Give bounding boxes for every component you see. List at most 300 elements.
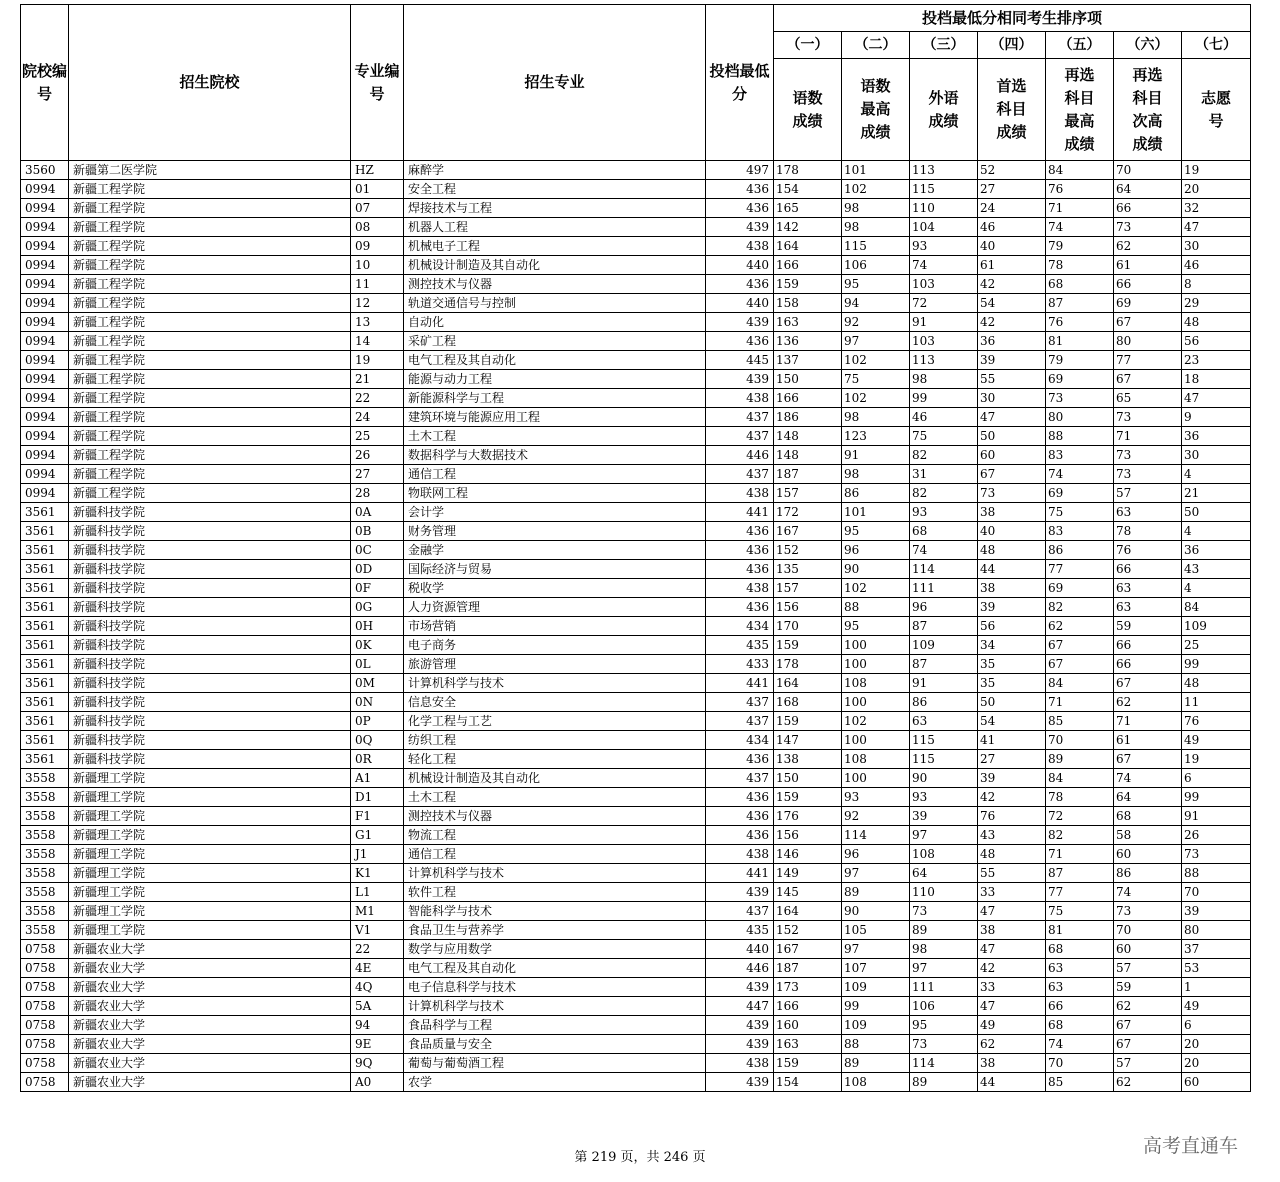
tiebreak-5-cell: 67: [1046, 655, 1114, 674]
tiebreak-6-cell: 57: [1114, 959, 1182, 978]
tiebreak-7-cell: 47: [1182, 389, 1251, 408]
tiebreak-2-cell: 109: [842, 1016, 910, 1035]
tiebreak-5-cell: 85: [1046, 1073, 1114, 1092]
major-name-cell: 化学工程与工艺: [404, 712, 706, 731]
tiebreak-5-cell: 78: [1046, 788, 1114, 807]
tiebreak-4-cell: 24: [978, 199, 1046, 218]
tiebreak-1-cell: 166: [774, 389, 842, 408]
tiebreak-3-cell: 63: [910, 712, 978, 731]
tiebreak-4-cell: 49: [978, 1016, 1046, 1035]
tiebreak-7-cell: 46: [1182, 256, 1251, 275]
watermark: 高考直通车: [1143, 1135, 1239, 1157]
table-row: [21, 902, 1251, 921]
tiebreak-6-cell: 73: [1114, 408, 1182, 427]
min-score-cell: 445: [706, 351, 774, 370]
tiebreak-1-cell: 148: [774, 446, 842, 465]
tiebreak-2-cell: 102: [842, 579, 910, 598]
tiebreak-7-cell: 73: [1182, 845, 1251, 864]
tiebreak-4-cell: 39: [978, 351, 1046, 370]
tiebreak-1-cell: 145: [774, 883, 842, 902]
tiebreak-7-cell: 20: [1182, 1035, 1251, 1054]
tiebreak-2-cell: 92: [842, 807, 910, 826]
school-code-cell: 0994: [21, 275, 69, 294]
major-code-cell: 0D: [351, 560, 404, 579]
tiebreak-1-cell: 167: [774, 940, 842, 959]
tiebreak-6-cell: 74: [1114, 883, 1182, 902]
tiebreak-2-cell: 90: [842, 560, 910, 579]
tiebreak-7-cell: 20: [1182, 180, 1251, 199]
major-code-cell: 25: [351, 427, 404, 446]
tiebreak-7-cell: 88: [1182, 864, 1251, 883]
min-score-cell: 436: [706, 598, 774, 617]
min-score-cell: 436: [706, 560, 774, 579]
table-row: [21, 161, 1251, 180]
tiebreak-4-cell: 38: [978, 1054, 1046, 1073]
tiebreak-1-cell: 166: [774, 997, 842, 1016]
min-score-cell: 435: [706, 921, 774, 940]
tiebreak-2-cell: 95: [842, 275, 910, 294]
tiebreak-5-cell: 74: [1046, 465, 1114, 484]
major-name-cell: 焊接技术与工程: [404, 199, 706, 218]
tiebreak-2-cell: 89: [842, 883, 910, 902]
tiebreak-5-cell: 69: [1046, 579, 1114, 598]
table-row: [21, 1035, 1251, 1054]
header-tiebreak-group: 投档最低分相同考生排序项: [774, 5, 1251, 32]
tiebreak-6-cell: 86: [1114, 864, 1182, 883]
school-name-cell: 新疆科技学院: [69, 579, 351, 598]
header-sub-label: 语数最高成绩: [842, 59, 910, 161]
table-row: [21, 617, 1251, 636]
school-code-cell: 3561: [21, 503, 69, 522]
tiebreak-4-cell: 47: [978, 997, 1046, 1016]
tiebreak-3-cell: 110: [910, 199, 978, 218]
table-row: [21, 674, 1251, 693]
header-sub-num: （五）: [1046, 32, 1114, 59]
table-row: [21, 636, 1251, 655]
school-code-cell: 3561: [21, 617, 69, 636]
tiebreak-1-cell: 135: [774, 560, 842, 579]
school-name-cell: 新疆工程学院: [69, 446, 351, 465]
tiebreak-1-cell: 160: [774, 1016, 842, 1035]
tiebreak-7-cell: 36: [1182, 541, 1251, 560]
tiebreak-7-cell: 49: [1182, 997, 1251, 1016]
tiebreak-6-cell: 59: [1114, 617, 1182, 636]
tiebreak-2-cell: 108: [842, 674, 910, 693]
tiebreak-6-cell: 59: [1114, 978, 1182, 997]
tiebreak-7-cell: 30: [1182, 446, 1251, 465]
tiebreak-3-cell: 31: [910, 465, 978, 484]
school-name-cell: 新疆工程学院: [69, 408, 351, 427]
school-name-cell: 新疆农业大学: [69, 959, 351, 978]
major-name-cell: 农学: [404, 1073, 706, 1092]
school-name-cell: 新疆工程学院: [69, 218, 351, 237]
tiebreak-5-cell: 78: [1046, 256, 1114, 275]
tiebreak-3-cell: 89: [910, 1073, 978, 1092]
tiebreak-1-cell: 157: [774, 579, 842, 598]
major-name-cell: 人力资源管理: [404, 598, 706, 617]
tiebreak-6-cell: 65: [1114, 389, 1182, 408]
school-code-cell: 0758: [21, 940, 69, 959]
school-name-cell: 新疆工程学院: [69, 275, 351, 294]
school-code-cell: 0994: [21, 484, 69, 503]
major-name-cell: 国际经济与贸易: [404, 560, 706, 579]
tiebreak-1-cell: 163: [774, 313, 842, 332]
tiebreak-6-cell: 62: [1114, 997, 1182, 1016]
table-row: [21, 579, 1251, 598]
table-row: [21, 731, 1251, 750]
header-school-name: 招生院校: [69, 5, 351, 161]
table-row: [21, 1073, 1251, 1092]
tiebreak-1-cell: 178: [774, 161, 842, 180]
tiebreak-5-cell: 86: [1046, 541, 1114, 560]
tiebreak-5-cell: 80: [1046, 408, 1114, 427]
table-row: [21, 408, 1251, 427]
tiebreak-2-cell: 109: [842, 978, 910, 997]
min-score-cell: 447: [706, 997, 774, 1016]
table-row: [21, 503, 1251, 522]
major-code-cell: M1: [351, 902, 404, 921]
major-name-cell: 智能科学与技术: [404, 902, 706, 921]
major-name-cell: 食品质量与安全: [404, 1035, 706, 1054]
tiebreak-6-cell: 67: [1114, 750, 1182, 769]
tiebreak-5-cell: 66: [1046, 997, 1114, 1016]
tiebreak-2-cell: 105: [842, 921, 910, 940]
tiebreak-1-cell: 168: [774, 693, 842, 712]
school-name-cell: 新疆理工学院: [69, 921, 351, 940]
tiebreak-6-cell: 71: [1114, 427, 1182, 446]
school-name-cell: 新疆理工学院: [69, 788, 351, 807]
school-name-cell: 新疆科技学院: [69, 693, 351, 712]
tiebreak-4-cell: 40: [978, 237, 1046, 256]
tiebreak-4-cell: 38: [978, 503, 1046, 522]
tiebreak-2-cell: 123: [842, 427, 910, 446]
table-row: [21, 598, 1251, 617]
tiebreak-4-cell: 41: [978, 731, 1046, 750]
tiebreak-7-cell: 99: [1182, 655, 1251, 674]
school-code-cell: 3561: [21, 655, 69, 674]
tiebreak-1-cell: 176: [774, 807, 842, 826]
header-sub-label: 首选科目成绩: [978, 59, 1046, 161]
major-code-cell: 9E: [351, 1035, 404, 1054]
tiebreak-6-cell: 62: [1114, 1073, 1182, 1092]
tiebreak-7-cell: 70: [1182, 883, 1251, 902]
school-code-cell: 0994: [21, 408, 69, 427]
tiebreak-6-cell: 73: [1114, 902, 1182, 921]
tiebreak-2-cell: 96: [842, 845, 910, 864]
major-name-cell: 软件工程: [404, 883, 706, 902]
tiebreak-1-cell: 159: [774, 275, 842, 294]
table-row: [21, 351, 1251, 370]
tiebreak-2-cell: 115: [842, 237, 910, 256]
tiebreak-6-cell: 67: [1114, 674, 1182, 693]
tiebreak-3-cell: 95: [910, 1016, 978, 1035]
major-code-cell: 07: [351, 199, 404, 218]
min-score-cell: 439: [706, 218, 774, 237]
major-name-cell: 计算机科学与技术: [404, 997, 706, 1016]
school-name-cell: 新疆农业大学: [69, 1035, 351, 1054]
tiebreak-3-cell: 39: [910, 807, 978, 826]
major-code-cell: 4E: [351, 959, 404, 978]
major-name-cell: 自动化: [404, 313, 706, 332]
tiebreak-5-cell: 84: [1046, 674, 1114, 693]
tiebreak-5-cell: 67: [1046, 636, 1114, 655]
tiebreak-2-cell: 86: [842, 484, 910, 503]
school-name-cell: 新疆工程学院: [69, 484, 351, 503]
school-name-cell: 新疆工程学院: [69, 294, 351, 313]
min-score-cell: 436: [706, 826, 774, 845]
tiebreak-2-cell: 114: [842, 826, 910, 845]
tiebreak-1-cell: 166: [774, 256, 842, 275]
min-score-cell: 436: [706, 180, 774, 199]
tiebreak-5-cell: 70: [1046, 1054, 1114, 1073]
tiebreak-6-cell: 73: [1114, 465, 1182, 484]
school-code-cell: 0994: [21, 199, 69, 218]
tiebreak-4-cell: 47: [978, 940, 1046, 959]
header-school-code: 院校编号: [21, 5, 69, 161]
school-name-cell: 新疆工程学院: [69, 389, 351, 408]
table-row: [21, 1016, 1251, 1035]
major-code-cell: F1: [351, 807, 404, 826]
tiebreak-2-cell: 93: [842, 788, 910, 807]
tiebreak-2-cell: 101: [842, 503, 910, 522]
table-row: [21, 446, 1251, 465]
tiebreak-7-cell: 48: [1182, 313, 1251, 332]
tiebreak-2-cell: 102: [842, 180, 910, 199]
min-score-cell: 440: [706, 940, 774, 959]
major-code-cell: 0B: [351, 522, 404, 541]
tiebreak-6-cell: 61: [1114, 256, 1182, 275]
school-name-cell: 新疆理工学院: [69, 826, 351, 845]
tiebreak-4-cell: 42: [978, 313, 1046, 332]
major-name-cell: 机械设计制造及其自动化: [404, 256, 706, 275]
tiebreak-6-cell: 67: [1114, 1035, 1182, 1054]
table-row: [21, 655, 1251, 674]
major-name-cell: 测控技术与仪器: [404, 275, 706, 294]
min-score-cell: 441: [706, 674, 774, 693]
tiebreak-3-cell: 89: [910, 921, 978, 940]
tiebreak-3-cell: 87: [910, 617, 978, 636]
tiebreak-1-cell: 186: [774, 408, 842, 427]
tiebreak-7-cell: 76: [1182, 712, 1251, 731]
tiebreak-4-cell: 52: [978, 161, 1046, 180]
tiebreak-7-cell: 20: [1182, 1054, 1251, 1073]
table-row: [21, 541, 1251, 560]
table-row: [21, 712, 1251, 731]
tiebreak-7-cell: 4: [1182, 522, 1251, 541]
tiebreak-7-cell: 26: [1182, 826, 1251, 845]
tiebreak-2-cell: 100: [842, 655, 910, 674]
tiebreak-2-cell: 106: [842, 256, 910, 275]
major-code-cell: 0P: [351, 712, 404, 731]
tiebreak-6-cell: 78: [1114, 522, 1182, 541]
tiebreak-1-cell: 142: [774, 218, 842, 237]
tiebreak-3-cell: 115: [910, 731, 978, 750]
tiebreak-3-cell: 74: [910, 541, 978, 560]
school-name-cell: 新疆工程学院: [69, 256, 351, 275]
table-row: [21, 389, 1251, 408]
tiebreak-5-cell: 69: [1046, 484, 1114, 503]
tiebreak-1-cell: 159: [774, 712, 842, 731]
school-code-cell: 3558: [21, 788, 69, 807]
major-code-cell: 0Q: [351, 731, 404, 750]
major-name-cell: 轨道交通信号与控制: [404, 294, 706, 313]
tiebreak-1-cell: 173: [774, 978, 842, 997]
tiebreak-3-cell: 75: [910, 427, 978, 446]
tiebreak-6-cell: 60: [1114, 940, 1182, 959]
major-name-cell: 信息安全: [404, 693, 706, 712]
tiebreak-4-cell: 34: [978, 636, 1046, 655]
tiebreak-4-cell: 47: [978, 408, 1046, 427]
table-row: [21, 256, 1251, 275]
tiebreak-1-cell: 154: [774, 1073, 842, 1092]
school-name-cell: 新疆科技学院: [69, 541, 351, 560]
school-name-cell: 新疆农业大学: [69, 1016, 351, 1035]
major-name-cell: 测控技术与仪器: [404, 807, 706, 826]
min-score-cell: 436: [706, 199, 774, 218]
table-row: [21, 180, 1251, 199]
school-code-cell: 0994: [21, 313, 69, 332]
school-code-cell: 0994: [21, 389, 69, 408]
tiebreak-4-cell: 44: [978, 560, 1046, 579]
school-name-cell: 新疆工程学院: [69, 427, 351, 446]
min-score-cell: 438: [706, 579, 774, 598]
major-code-cell: 27: [351, 465, 404, 484]
major-name-cell: 建筑环境与能源应用工程: [404, 408, 706, 427]
table-row: [21, 522, 1251, 541]
header-major-name: 招生专业: [404, 5, 706, 161]
school-code-cell: 3558: [21, 902, 69, 921]
tiebreak-1-cell: 156: [774, 598, 842, 617]
tiebreak-3-cell: 82: [910, 484, 978, 503]
min-score-cell: 434: [706, 731, 774, 750]
school-code-cell: 3558: [21, 845, 69, 864]
min-score-cell: 438: [706, 237, 774, 256]
tiebreak-3-cell: 96: [910, 598, 978, 617]
school-name-cell: 新疆科技学院: [69, 674, 351, 693]
tiebreak-1-cell: 172: [774, 503, 842, 522]
tiebreak-1-cell: 150: [774, 769, 842, 788]
tiebreak-1-cell: 147: [774, 731, 842, 750]
tiebreak-4-cell: 50: [978, 427, 1046, 446]
min-score-cell: 438: [706, 1054, 774, 1073]
tiebreak-2-cell: 88: [842, 1035, 910, 1054]
tiebreak-1-cell: 178: [774, 655, 842, 674]
school-code-cell: 3561: [21, 541, 69, 560]
tiebreak-6-cell: 66: [1114, 275, 1182, 294]
tiebreak-3-cell: 64: [910, 864, 978, 883]
min-score-cell: 438: [706, 484, 774, 503]
tiebreak-3-cell: 82: [910, 446, 978, 465]
tiebreak-1-cell: 148: [774, 427, 842, 446]
table-row: [21, 959, 1251, 978]
major-name-cell: 机器人工程: [404, 218, 706, 237]
school-name-cell: 新疆第二医学院: [69, 161, 351, 180]
min-score-cell: 437: [706, 408, 774, 427]
tiebreak-7-cell: 91: [1182, 807, 1251, 826]
major-name-cell: 会计学: [404, 503, 706, 522]
tiebreak-5-cell: 87: [1046, 864, 1114, 883]
major-code-cell: 22: [351, 389, 404, 408]
school-name-cell: 新疆农业大学: [69, 978, 351, 997]
tiebreak-5-cell: 73: [1046, 389, 1114, 408]
tiebreak-3-cell: 113: [910, 351, 978, 370]
tiebreak-6-cell: 57: [1114, 1054, 1182, 1073]
tiebreak-4-cell: 43: [978, 826, 1046, 845]
header-sub-label: 再选科目次高成绩: [1114, 59, 1182, 161]
major-name-cell: 纺织工程: [404, 731, 706, 750]
tiebreak-6-cell: 80: [1114, 332, 1182, 351]
school-name-cell: 新疆理工学院: [69, 845, 351, 864]
min-score-cell: 436: [706, 541, 774, 560]
min-score-cell: 436: [706, 275, 774, 294]
tiebreak-2-cell: 91: [842, 446, 910, 465]
tiebreak-1-cell: 159: [774, 636, 842, 655]
major-code-cell: 0H: [351, 617, 404, 636]
tiebreak-3-cell: 90: [910, 769, 978, 788]
table-row: [21, 427, 1251, 446]
school-name-cell: 新疆农业大学: [69, 1054, 351, 1073]
table-row: [21, 332, 1251, 351]
tiebreak-6-cell: 63: [1114, 598, 1182, 617]
tiebreak-2-cell: 89: [842, 1054, 910, 1073]
tiebreak-3-cell: 114: [910, 1054, 978, 1073]
tiebreak-1-cell: 159: [774, 788, 842, 807]
major-code-cell: A1: [351, 769, 404, 788]
tiebreak-2-cell: 98: [842, 408, 910, 427]
major-name-cell: 新能源科学与工程: [404, 389, 706, 408]
tiebreak-4-cell: 62: [978, 1035, 1046, 1054]
min-score-cell: 436: [706, 750, 774, 769]
tiebreak-7-cell: 25: [1182, 636, 1251, 655]
min-score-cell: 446: [706, 446, 774, 465]
tiebreak-5-cell: 76: [1046, 313, 1114, 332]
table-row: [21, 921, 1251, 940]
tiebreak-7-cell: 19: [1182, 161, 1251, 180]
tiebreak-3-cell: 106: [910, 997, 978, 1016]
tiebreak-5-cell: 74: [1046, 1035, 1114, 1054]
major-code-cell: 10: [351, 256, 404, 275]
min-score-cell: 436: [706, 522, 774, 541]
tiebreak-7-cell: 11: [1182, 693, 1251, 712]
tiebreak-7-cell: 49: [1182, 731, 1251, 750]
tiebreak-1-cell: 146: [774, 845, 842, 864]
tiebreak-5-cell: 68: [1046, 1016, 1114, 1035]
admission-score-table: [20, 4, 1251, 1092]
tiebreak-1-cell: 163: [774, 1035, 842, 1054]
tiebreak-4-cell: 39: [978, 769, 1046, 788]
tiebreak-3-cell: 93: [910, 503, 978, 522]
major-name-cell: 物流工程: [404, 826, 706, 845]
tiebreak-6-cell: 73: [1114, 446, 1182, 465]
tiebreak-3-cell: 103: [910, 275, 978, 294]
major-code-cell: L1: [351, 883, 404, 902]
tiebreak-4-cell: 54: [978, 712, 1046, 731]
tiebreak-4-cell: 44: [978, 1073, 1046, 1092]
tiebreak-2-cell: 100: [842, 769, 910, 788]
min-score-cell: 439: [706, 1035, 774, 1054]
tiebreak-5-cell: 84: [1046, 769, 1114, 788]
tiebreak-1-cell: 170: [774, 617, 842, 636]
major-code-cell: 0G: [351, 598, 404, 617]
tiebreak-5-cell: 83: [1046, 522, 1114, 541]
tiebreak-7-cell: 9: [1182, 408, 1251, 427]
tiebreak-1-cell: 187: [774, 465, 842, 484]
tiebreak-7-cell: 21: [1182, 484, 1251, 503]
header-sub-label: 再选科目最高成绩: [1046, 59, 1114, 161]
tiebreak-3-cell: 93: [910, 788, 978, 807]
school-code-cell: 3561: [21, 522, 69, 541]
school-code-cell: 3561: [21, 636, 69, 655]
